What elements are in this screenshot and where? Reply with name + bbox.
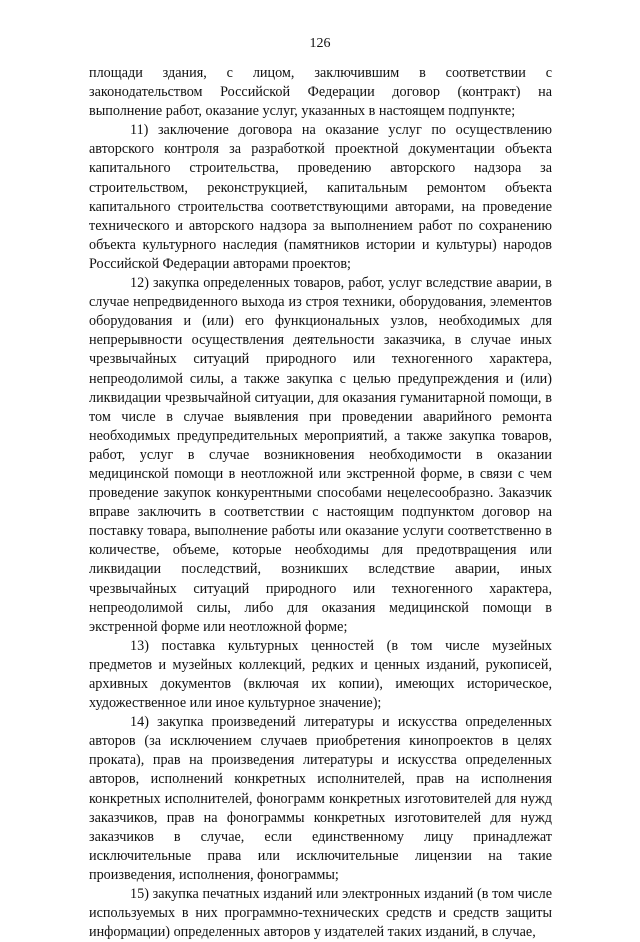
document-body xyxy=(89,64,552,942)
paragraph-item-15: 15) закупка печатных изданий или электронных изданий (в том числе используемых в них программно-технических средств и средств защиты информации) определенных авторов у издателей таких изданий, в случае, xyxy=(89,886,552,941)
paragraph-item-11: 11) заключение договора на оказание услуг по осуществлению авторского контроля за разработкой проектной документации объекта капитального строительства, проведению авторского надзора за строительством, реконструкцией, капитальным ремонтом объекта капитального строительства соответствующими авторами, на проведение технического и авторского надзора за выполнением работ по сохранению объекта культурного наследия (памятников истории и культуры) народов Российской Федерации авторами проектов; xyxy=(89,122,552,272)
page-number: 126 xyxy=(309,36,331,51)
paragraph-item-12: 12) закупка определенных товаров, работ, услуг вследствие аварии, в случае непредвиденного выхода из строя техники, оборудования, элементов оборудования и (или) его функциональных узлов, необходимых для непрерывности осуществления деятельности заказчика, в случае иных чрезвычайных ситуаций природного или техногенного характера, непреодолимой силы, а также закупка с целью предупреждения и (или) ликвидации чрезвычайной ситуации, для оказания гуманитарной помощи, в том числе в случае выявления при проведении аварийного ремонта необходимых предупредительных мероприятий, а также закупка товаров, работ, услуг в случае возникновения необходимости в оказании медицинской помощи в неотложной или экстренной форме, в связи с чем проведение закупок конкурентными способами нецелесообразно. Заказчик вправе заключить в соответствии с настоящим подпунктом договор на поставку товара, выполнение работы или оказание услуги соответственно в количестве, объеме, которые необходимы для предотвращения или ликвидации последствий, возникших вследствие аварии, иных чрезвычайных ситуаций природного или техногенного характера, непреодолимой силы, либо для оказания медицинской помощи в экстренной форме или неотложной форме; xyxy=(89,275,552,635)
paragraph-continuation: площади здания, с лицом, заключившим в соответствии с законодательством Российской Федерации договор (контракт) на выполнение работ, оказание услуг, указанных в настоящем подпункте; xyxy=(89,65,552,120)
paragraph-item-13: 13) поставка культурных ценностей (в том числе музейных предметов и музейных коллекций, редких и ценных изданий, рукописей, архивных документов (включая их копии), имеющих историческое, художественное или иное культурное значение); xyxy=(89,637,552,712)
paragraph-item-14: 14) закупка произведений литературы и искусства определенных авторов (за исключением случаев приобретения кинопроектов в целях проката), прав на произведения литературы и искусства определенных авторов, исполнений конкретных исполнителей, прав на исполнения конкретных исполнителей, фонограмм конкретных изготовителей для нужд заказчиков, прав на фонограммы конкретных изготовителей для нужд заказчиков в случае, если единственному лицу принадлежат исключительные права или исключительные лицензии на такие произведения, исполнения, фонограммы; xyxy=(89,714,552,883)
